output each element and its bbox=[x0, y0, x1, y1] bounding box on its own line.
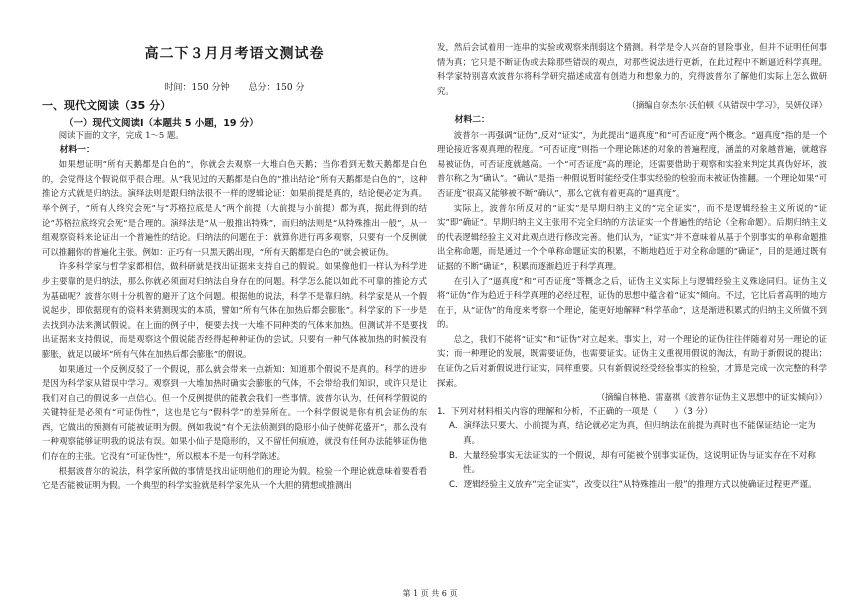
question-1: 1．下列对材料相关内容的理解和分析，不正确的一项是（ ）（3 分） bbox=[437, 406, 713, 417]
paragraph: 根据波普尔的说法，科学家所做的事情是找出证明他们的理论为假。检验一个理论就意味着要看看它是否能被证明为假。一个典型的科学实验就是科学家先从一个大胆的猜想或推测出 bbox=[42, 465, 427, 491]
option-a: A．演绎法只要大、小前提为真，结论就必定为真，但归纳法在前提为真时也不能保证结论一定为真。 bbox=[449, 421, 816, 447]
source-citation: （摘编自奈杰尔·沃伯顿《从错误中学习》，吴妍仪译） bbox=[627, 100, 827, 111]
instruction: 阅读下面的文字，完成 1～5 题。 bbox=[58, 130, 184, 140]
exam-meta bbox=[42, 80, 427, 93]
material2-label: 材料二： bbox=[454, 114, 490, 125]
paragraph-continued: 发，然后会试着用一连串的实验或观察来削弱这个猜测。科学是令人兴奋的冒险事业，但并不证明任何事情为真；它只是不断证伪或去除那些错误的观点，对那些说法进行更新，在此过程中不断逼近科学真理。科学家特别喜欢波普尔将科学研究描述成富有创造力和想象力的，究得波普尔了解他们实际上怎么做研究。 bbox=[437, 42, 827, 96]
paragraph: 许多科学家与哲学家都相信，做科研就是找出证据来支持自己的假说。如果像他们一样认为科学进步主要靠的是归纳法，那么你就必须面对归纳法自身存在的问题。科学怎么能以如此不可靠的推论方式为基础呢？波普尔则十分机智的避开了这个问题。根据他的说法，科学不是靠归纳。科学家是从一个假说起步，即依据现有的资料来猜测现实的本质，譬如“所有气体在加热后都会膨胀”。科学家的下一步是去找到办法来测试假说。在上面的例子中，便要去找一大堆不同种类的气体来加热。但测试并不是要找出证据来支持假说，而是观察这个假说能否经得起种种证伪的尝试。只要有一种气体被加热的时候没有膨胀，就足以破坏“所有气体在加热后都会膨胀”的假说。 bbox=[42, 261, 427, 359]
page-footer: 第 1 页 共 6 页 bbox=[402, 589, 458, 598]
option-c: C．逻辑经验主义放弃“完全证实”，改变以往“从特殊推出一般”的推理方式以使确证过程更严谨。 bbox=[449, 479, 817, 490]
option-b: B．大量经验事实无法证实的一个假说，却有可能被个别事实证伪，这说明证伪与证实存在不对称性。 bbox=[449, 450, 816, 476]
paragraph: 如果想证明“所有天鹅都是白色的”，你就会去观察一大堆白色天鹅；当你看到无数天鹅都是白色的，会觉得这个假说似乎很合理。从“我见过的天鹅都是白色的”推出结论“所有天鹅都是白色的”，这种推论方式就是归纳法。演绎法则是跟归纳法很不一样的逻辑论证：如果前提是真的，结论便必定为真。举个例子，“所有人终究会死”与“苏格拉底是人”两个前提（大前提与小前提）都为真，据此得到的结论“苏格拉底终究会死”是合理的。演绎法是“从一般推出特殊”，而归纳法则是“从特殊推出一般”，从一组观察资料来论证出一个普遍性的结论。归纳法的问题在于：就算你进行再多观察，只要有一个反例就可以推翻你的普遍化主张。例如：正巧有一只黑天鹅出现，“所有天鹅都是白色的”就会被证伪。 bbox=[42, 159, 427, 257]
paragraph: 波普尔一再强调“证伪”,反对“证实”，为此提出“逼真度”和“可否证度”两个概念。“逼真度”指的是一个理论接近客观真理的程度。“可否证度”则指一个理论陈述的对象的普遍程度，涵盖的对象越普遍，就越容易被证伪，可否证度就越高。一个“可否证度”高的理论，还需要借助于观察和实验来判定其真伪好坏，波普尔称之为“确认”。“确认”是指一种假说暂时能经受住事实经验的检验而未被证伪推翻。一个理论如果“可否证度”很高又能够被不断“确认”，那么它就有着更高的“逼真度”。 bbox=[437, 129, 827, 198]
material1-label: 材料一： bbox=[59, 144, 95, 155]
paragraph: 实际上，波普尔所反对的“证实”是早期归纳主义的“完全证实”，而不是逻辑经验主义所说的“证实”即“确证”。早期归纳主义主张用不完全归纳的方法证实一个普遍性的结论（全称命题）。后期归纳主义的代表逻辑经验主义对此观点进行修改完善。他们认为，“证实”并不意味着从基于个别事实的单称命题推出全称命题，而是通过一个个单称命题证实的积累，不断地趋近于对全称命题的“确证”，目的是通过既有证据的不断“确证”，积累而逐渐趋近于科学真理。 bbox=[437, 202, 827, 271]
subsection-heading: （一）现代文阅读Ⅰ（本题共 5 小题，19 分） bbox=[64, 118, 259, 129]
paragraph: 如果通过一个反例反驳了一个假说，那么就会带来一点新知：知道那个假说不是真的。科学的进步是因为科学家从错误中学习。观察到一大堆加热时确实会膨胀的气体，不会带给我们知识，或许只是让我们对自己的假说多一点信心。但一个反例提供的能教会我们一些事情。波普尔认为，任何科学假说的关键特征是必须有“可证伪性”，这也是它与“假科学”的差异所在。一个科学假说是你有机会证伪的东西，它做出的预测有可能被证明为假。例如我说“有个无法侦测到的隐形小仙子使鲜花盛开”，那么没有一种观察能够证明我的说法有误。如果小仙子是隐形的，又不留任何痕迹，就没有任何办法能够证伪他们存在的主张。它没有“可证伪性”，所以根本不是一句科学陈述。 bbox=[42, 363, 427, 462]
paragraph: 在引入了“逼真度”和“可否证度”等概念之后，证伪主义实际上与逻辑经验主义殊途同归。证伪主义将“证伪”作为趋近于科学真理的必经过程，证伪的思想中蕴含着“证实”倾向。不过，它比后者高明的地方在于，从“证伪”的角度来考察一个理论，能更好地解释“科学革命”，这是渐进积累式的归纳主义所做不到的。 bbox=[437, 275, 827, 330]
exam-score: 总分：150 分 bbox=[248, 83, 305, 93]
paragraph: 总之，我们不能将“证实”和“证伪”对立起来。事实上，对一个理论的证伪往往伴随着对另一理论的证实；而一种理论的发展，既需要证伪，也需要证实。证伪主义重视用假说的淘汰，有助于新假说的提出；在证伪之后对新假说进行证实，同样重要。只有新假说经受经验事实的检验，才算是完成一次完整的科学探索。 bbox=[437, 333, 827, 388]
right-column bbox=[437, 40, 827, 492]
left-column bbox=[42, 128, 427, 493]
exam-title: 高二下３月月考语文测试卷 bbox=[144, 46, 325, 62]
source-citation: （摘编自林艳、雷嘉祺《波普尔证伪主义思想中的证实倾向》） bbox=[596, 392, 827, 403]
section-heading: 一、现代文阅读（35 分） bbox=[42, 99, 172, 112]
exam-time: 时间：150 分钟 bbox=[164, 83, 230, 93]
